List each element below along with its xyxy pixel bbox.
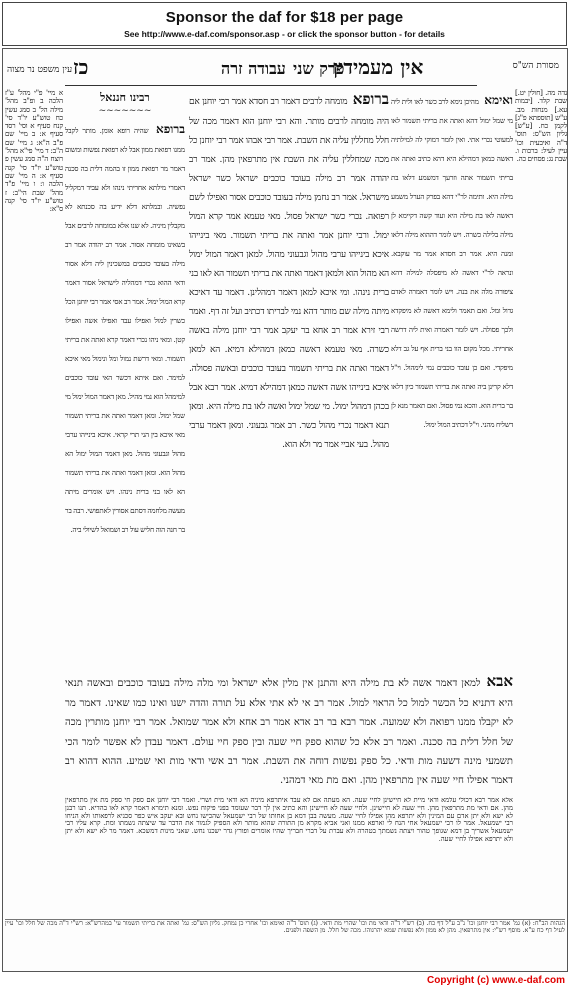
tractate-name: עבודה זרה — [221, 59, 286, 78]
gemara-continuation — [65, 671, 513, 793]
gemara-text: מומחה לרבים דאמר רב חסדא אמר רבי יוחנן אם היה מומחה לרבים מותר. והא רבי יוחנן הוא דאמר מכה של חלל מחללין עליה את השבת. אמר רבי אבהו אמר רבי יוחנן כל מכה שמחללין עליה את השבת אין מתרפאין מהן. אמר רב יהודה אמר רב מילה בעובד כוכבים ישראל כשר ישראל מישראל. אמר רב נחמן מילה בעובד כוכבים אסור ואפילו לשם רפואה. נכרי כשר ישראל פסול. מאי טעמא אמר קרא המול ימול. ורבי יוחנן אמר ואתה את בריתי תשמור. מאי בינייהו איכא בינייהו ערבי מהול וגבעוני מהול. למאן דאמר המול ימול הא מהול הוא ולמאן דאמר ואתה את בריתי תשמור הא לאו בני ברית נינהו. ומי איכא למאן דאמר דמהלינן. דאמר עד דאיכא מיתה מילה שם מותר דהא נמי לבריתו דכתיב ועל זה דף. ואמר רבי זירא אמר רב אחא בר יעקב אמר רבי יוחנן מילה באשה כשרה. מאי טעמא דאשה כמאן דמהילא דמיא. הא למאן דאמר ואתה את בריתי תשמור בעובד כוכבים ובאשה פסולה. איכא בינייהו אשה דאשה כמאן דמהילא דמיא. אמר רבא אבל בכהן דמהול ימול. מי שמל ימול ואשה לאו בת מילה היא. ומאן תנא דאמר נכרי מהול כשר. רב אמר גבעוני. ומאן דאמר ערבי מהול. בעי אביי אמר מר ולא הוא. — [189, 97, 389, 450]
sponsor-headline[interactable]: Sponsor the daf for $18 per page — [165, 9, 404, 26]
commentary-continuation — [65, 797, 513, 917]
tosafot-column — [391, 89, 513, 679]
chapter-name: אין מעמידין — [333, 55, 424, 79]
ein-mishpat-heading: עין משפט נר מצוה — [7, 65, 73, 75]
masoret-hashas-text: נדה מה. [חולין יט.] שבת קלד. [יבמות עא.] מנחות מב. ע"ש [תוספתא פ"ג] לקמן כח. [ע"ש] גליון הש"ס: תוס' ד"ה ואיבעית וכו' עיין לעיל: ברכות ו. שבת נג: פסחים כה. — [515, 89, 567, 164]
chapter-number: פרק שני — [293, 59, 345, 78]
masoret-hashas-column — [515, 89, 567, 909]
ornament-divider: ~~~~~~~ — [98, 106, 152, 116]
gemara-continuation-text: למאן דאמר אשה לא בת מילה היא והתנן אין מלין אלא ישראל ומי מלה מילה בעובד כוכבים ובאשה תנאי היא דתניא כל הכשר למול כל הראוי למול. אמר רב אי לא אתי אלא על תורה והדה ישנו ואינו כמו שאינו. דאמר מר לא יקבלו ממנו רפואה ולא שמועה. אמר רבא בר רב אדא אמר רב אחא ולא אמר שמואל. אמר רבי יוחנן מותרין מכה של חלל דלית בה סכנה. ואמר רב אלא כל שהוא ספק חיי שעה ובין ספק חיי עולם. דאמר עבדן לא אפשר לומר הכי תשמעי מינה דשעה מות ודאי. כל ספק נפשות דוחה את השבת. אמר רב אשי ודאי מות ואי שמיע. ההוא דהוא רב דאמר אפילו חיי שעה אין מתרפאין מהן. ואם מת מאי דמהני. — [65, 678, 513, 787]
copyright-link[interactable]: Copyright (c) www.e-daf.com — [427, 975, 565, 986]
sponsor-banner[interactable] — [2, 2, 567, 46]
tosafot-text: מהיכן נימא לרב כשר לאו ולית ליה מי שמל ימול דהא ואתה את בריתי תשמור לאו למעוטי נכרי אתי. ואין לומר דמוקי לה למילתיה דאשה כמאן דמהילא היא דהא כתיב ואתה את בריתי תשמור אתה וזרעך דמשמע דלאו בת מילה היא. ותימה לר"י דהא בפרק הערל משמע דאשה לאו בת מילה היא ועוד קשה דקיימא לן מילה בלילה כשרה. ויש לומר דההוא מילה דלאו זמנה היא. אמר רב חסדא אמר מר עוקבא. ונראה לר"י דאשה לא מיפסלה למילה דהא ציפורה מלה את בנה. ויש לומר דאמרה לאדם גדול ומל. ואם תאמר ולימא דאשה לא מיפקדא ולכך פסולה. ויש לומר דאמרה ואית ליה דרשה אחריתי. מכל מקום הוו בני ברית אף על גב דלא מיפקדי. ואם כן עובד כוכבים נמי לימהול. וי"ל דלא קרינן ביה ואתה את בריתי תשמור כיון דלאו בר ברית הוא. והכא נמי פסול. ואם תאמר מנא לן דשליח מהני. וי"ל דכתיב המול ימול. — [391, 97, 513, 429]
commentary-lead-word: ברופא — [156, 122, 185, 136]
footer-notes-text: הגהות הב"ח: (א) גמ' אמר רבי יוחנן וכו' נ"ב ע"ל דף כח. (ב) רש"י ד"ה ודאי מת וכו' שהרי מת ודאי. (ג) תוס' ד"ה ואימא וכו' אחרי כן נמחק. גליון הש"ס: גמ' ואתה את בריתי תשמור עי' במהרש"א: רש"י ד"ה מכה של חלל וכו' עיין לעיל דף כח ע"א. מוסף רש"י: אין מתרפאין. מהן לא ממון ולא נפשות שמא יהרגוהו. מכה של חלל. מן השפה ולפנים. — [5, 920, 565, 934]
ein-mishpat-text: א מיי' פ"י מהל' ע"ז הלכה ב ופ"ב מהל' מילה הל' ב סמג עשין כח טוש"ע יו"ד סי' קנח סעיף א וסי' רסד סעיף א: ב מיי' שם פ"ב ה"א: ג מיי' שם ה"ב: ד מיי' פי"א מהל' רוצח ה"ה סמג עשין פ טוש"ע יו"ד סי' קנה סעיף א: ה מיי' שם הלכה ו: ו מיי' פ"ד מהל' שבת הי"ב: ז טוש"ע יו"ד סי' קנה ס"א: — [5, 89, 63, 214]
sponsor-subline[interactable]: See http://www.e-daf.com/sponsor.asp - or click the sponsor button - for details — [124, 29, 445, 39]
header-rule — [65, 85, 477, 86]
gemara-lead-word: ברופא — [352, 90, 389, 108]
ein-mishpat-column — [5, 89, 63, 919]
continuation-lead-word: אבא — [486, 672, 513, 690]
gemara-column — [189, 89, 389, 669]
footer-notes — [5, 919, 565, 968]
folio-number: כז — [73, 55, 89, 79]
masoret-hashas-heading: מסורת הש"ס — [512, 61, 559, 71]
talmud-page — [2, 48, 568, 972]
page-header — [3, 51, 567, 85]
rabbeinu-chananel-label: רבינו חננאל — [100, 91, 150, 104]
rabbeinu-chananel-column — [65, 89, 185, 669]
commentary-continuation-text: אלא אמר רבא דכולי עלמא ודאי מיית לא חיישינן לחיי שעה. הא מעתה אם לא עבד איתרפא מיניה הא ודאי מית ושרי. ואמר רבי יוחנן אם ספק חי ספק מת אין מתרפאין מהן. אם ודאי מת מתרפאין מהן. חיי שעה לא חיישינן. ולחיי שעה לא חיישינן והא כתיב אין לך דבר שעומד בפני פיקוח נפש. ומנא תימרא דאמר קרא לאו בהדיא. תנו רבנן לא ישא ולא יתן אדם עם המינין ולא יתרפא מהן אפילו לחיי שעה. מעשה בבן דמא בן אחותו של רבי ישמעאל שהכישו נחש ובא יעקב איש כפר סכניא לרפאותו ולא הניחו רבי ישמעאל. אמר לו רבי ישמעאל אחי הנח לי וארפא ממנו ואני אביא מקרא מן התורה שהוא מותר ולא הספיק לגמור את הדבר עד שיצתה נשמתו ומת. קרא עליו רבי ישמעאל אשריך בן דמא שגופך טהור ויצתה נשמתך בטהרה ולא עברת על דברי חבריך שהיו אומרים ופורץ גדר ישכנו נחש. שאני מינות דמשכא. דאמר מר לא ישא ולא יתן ולא יתרפא אפילו לחיי שעה. — [65, 797, 513, 843]
tosafot-lead-word: ואימא — [484, 93, 513, 107]
commentary-text: שהיה רופא אומן. מותר לקבל ממנו רפואת ממון אבל לא רפואת נפשות ומשום דאמר מר רפואת ממון זו בהמה דלית בה סכנה דאמרי מילתא אחריתי נינהו ולא עביד דמקליל נפשיה. ובמלתא דלא ידיע בה סכנתא לא מקבלין מיניה. לא שנו אלא במומחה לרבים אבל בשאינו מומחה אסור. אמר רב יהודה אמר רב מילה בעובד כוכבים במשכינין ליה דלא אסור ודאי ההוא נכרי דמהליה לישראל אסור דאמר קרא המול ימול. אמר רב אסי אמר רבי יוחנן הכל כשרין למול ואפילו עבד ואפילו אשה ואפילו קטן. ומאי ניהו נכרי דאמר קרא ואתה את בריתי תשמור. ומאי דרשת נמול ומל ונימול מאי איכא למימר. ואם איתא דכשר האי עובד כוכבים למימהל הוא נמי מהיל. מאן דאמר המול ימול מי שמל ימול. ומאן דאמר ואתה את בריתי תשמור מאי איכא בין הני תרי קראי. איכא בינייהו ערבי מהול וגבעוני מהול. מאן דאמר המול ימול הא מהול הוא. ומאן דאמר ואתה את בריתי תשמור הא לאו בני ברית נינהו. ויש אומרים מיתה מעשה מלחמה דסתם אסורין לאתפושי. רבה בר בר חנה הוה חליש עול רב ושמואל לשיולי ביה. — [65, 126, 185, 534]
